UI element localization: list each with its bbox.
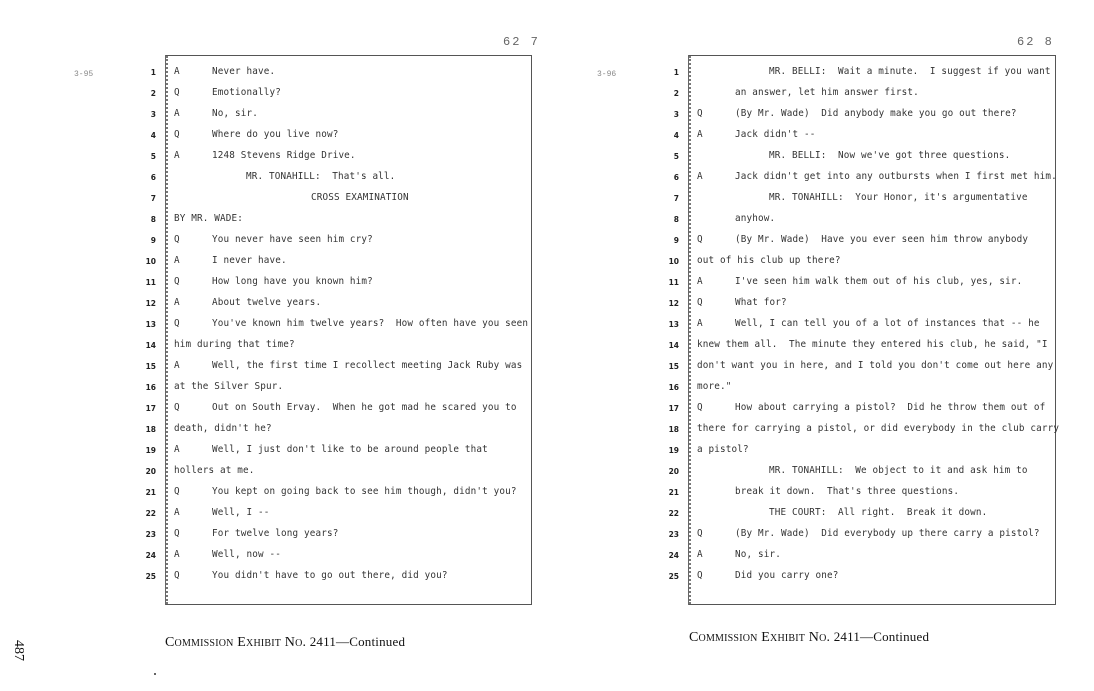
line-number: 25 bbox=[668, 572, 679, 581]
left-transcript-frame bbox=[145, 55, 532, 605]
line-text: THE COURT: All right. Break it down. bbox=[769, 507, 988, 518]
line-number: 23 bbox=[668, 530, 679, 539]
line-number: 13 bbox=[145, 320, 156, 329]
transcript-line bbox=[668, 253, 1055, 274]
line-number: 7 bbox=[150, 194, 156, 203]
speaker-mark: A bbox=[174, 108, 180, 119]
speaker-mark: Q bbox=[174, 486, 180, 497]
line-text: 1248 Stevens Ridge Drive. bbox=[212, 150, 356, 161]
left-side-mark: 3-95 bbox=[74, 70, 94, 79]
transcript-line bbox=[668, 295, 1055, 316]
line-text: Did you carry one? bbox=[735, 570, 839, 581]
left-page-number: 62 7 bbox=[503, 35, 540, 49]
speaker-mark: A bbox=[697, 549, 703, 560]
line-number: 12 bbox=[668, 299, 679, 308]
line-text: MR. BELLI: Now we've got three questions. bbox=[769, 150, 1011, 161]
transcript-line bbox=[668, 337, 1055, 358]
transcript-line bbox=[668, 484, 1055, 505]
left-caption-rest: 2411—Continued bbox=[306, 634, 406, 649]
line-text: Jack didn't get into any outbursts when I first met him. bbox=[735, 171, 1057, 182]
line-text: (By Mr. Wade) Did anybody make you go out there? bbox=[735, 108, 1017, 119]
transcript-line bbox=[145, 463, 531, 484]
transcript-line bbox=[673, 232, 1055, 253]
line-number: 2 bbox=[150, 89, 156, 98]
transcript-line bbox=[673, 148, 1055, 169]
line-number: 1 bbox=[673, 68, 679, 77]
line-text: (By Mr. Wade) Have you ever seen him throw anybody bbox=[735, 234, 1029, 245]
speaker-mark: A bbox=[174, 150, 180, 161]
line-number: 13 bbox=[668, 320, 679, 329]
transcript-line bbox=[145, 442, 531, 463]
transcript-line bbox=[673, 169, 1057, 190]
transcript-line bbox=[145, 337, 531, 358]
transcript-line bbox=[668, 547, 1055, 568]
line-text: How long have you known him? bbox=[212, 276, 373, 287]
speaker-mark: Q bbox=[697, 297, 703, 308]
transcript-line bbox=[145, 358, 531, 379]
line-number: 25 bbox=[145, 572, 156, 581]
line-number: 5 bbox=[150, 152, 156, 161]
line-number: 9 bbox=[150, 236, 156, 245]
line-text: death, didn't he? bbox=[174, 423, 272, 434]
line-number: 17 bbox=[668, 404, 679, 413]
line-text: there for carrying a pistol, or did everybody in the club carry bbox=[697, 423, 1060, 434]
speaker-mark: Q bbox=[174, 570, 180, 581]
transcript-line bbox=[673, 64, 1055, 85]
transcript-line bbox=[668, 379, 1055, 400]
line-text: Well, I can tell you of a lot of instances that -- he bbox=[735, 318, 1040, 329]
line-number: 8 bbox=[673, 215, 679, 224]
line-number: 1 bbox=[150, 68, 156, 77]
transcript-line bbox=[150, 106, 531, 127]
line-number: 20 bbox=[145, 467, 156, 476]
line-text: MR. BELLI: Wait a minute. I suggest if you want bbox=[769, 66, 1051, 77]
speaker-mark: Q bbox=[174, 129, 180, 140]
transcript-line bbox=[145, 379, 531, 400]
line-text: Well, I -- bbox=[212, 507, 270, 518]
right-caption bbox=[689, 629, 929, 646]
line-number: 19 bbox=[145, 446, 156, 455]
line-text: a pistol? bbox=[697, 444, 749, 455]
speaker-mark: Q bbox=[697, 402, 703, 413]
transcript-line bbox=[145, 568, 531, 589]
line-text: You never have seen him cry? bbox=[212, 234, 373, 245]
line-text: For twelve long years? bbox=[212, 528, 339, 539]
line-text: Well, the first time I recollect meeting Jack Ruby was bbox=[212, 360, 523, 371]
transcript-line bbox=[668, 400, 1055, 421]
speaker-mark: Q bbox=[697, 108, 703, 119]
transcript-line bbox=[668, 274, 1055, 295]
transcript-line bbox=[668, 526, 1055, 547]
line-text: You didn't have to go out there, did you? bbox=[212, 570, 448, 581]
transcript-line bbox=[668, 568, 1055, 589]
transcript-line bbox=[668, 358, 1055, 379]
transcript-line bbox=[145, 421, 531, 442]
line-number: 9 bbox=[673, 236, 679, 245]
line-text: more." bbox=[697, 381, 732, 392]
line-number: 20 bbox=[668, 467, 679, 476]
line-number: 12 bbox=[145, 299, 156, 308]
line-number: 23 bbox=[145, 530, 156, 539]
line-number: 6 bbox=[673, 173, 679, 182]
line-number: 22 bbox=[668, 509, 679, 518]
line-text: You've known him twelve years? How often have you seen bbox=[212, 318, 529, 329]
speaker-mark: A bbox=[174, 507, 180, 518]
line-number: 10 bbox=[668, 257, 679, 266]
line-text: What for? bbox=[735, 297, 787, 308]
transcript-line bbox=[150, 148, 531, 169]
line-text: out of his club up there? bbox=[697, 255, 841, 266]
line-text: anyhow. bbox=[735, 213, 776, 224]
line-text: No, sir. bbox=[735, 549, 781, 560]
line-number: 15 bbox=[668, 362, 679, 371]
transcript-line bbox=[673, 127, 1055, 148]
line-text: him during that time? bbox=[174, 339, 295, 350]
transcript-line bbox=[145, 274, 531, 295]
line-text: an answer, let him answer first. bbox=[735, 87, 919, 98]
line-number: 19 bbox=[668, 446, 679, 455]
transcript-line bbox=[668, 505, 1055, 526]
transcript-line bbox=[150, 64, 531, 85]
speaker-mark: A bbox=[697, 129, 703, 140]
transcript-line bbox=[145, 484, 531, 505]
transcript-line bbox=[145, 295, 531, 316]
line-text: Well, I just don't like to be around people that bbox=[212, 444, 488, 455]
speaker-mark: Q bbox=[174, 528, 180, 539]
left-caption bbox=[165, 634, 405, 651]
line-number: 14 bbox=[668, 341, 679, 350]
speaker-mark: Q bbox=[174, 276, 180, 287]
speaker-mark: A bbox=[174, 297, 180, 308]
transcript-line bbox=[145, 400, 531, 421]
speaker-mark: A bbox=[174, 444, 180, 455]
transcript-line bbox=[673, 85, 1055, 106]
line-number: 18 bbox=[668, 425, 679, 434]
line-text: Out on South Ervay. When he got mad he scared you to bbox=[212, 402, 517, 413]
right-caption-rest: 2411—Continued bbox=[830, 629, 930, 644]
speaker-mark: A bbox=[174, 255, 180, 266]
line-number: 3 bbox=[150, 110, 156, 119]
left-caption-main: Commission Exhibit No. bbox=[165, 635, 307, 650]
line-number: 17 bbox=[145, 404, 156, 413]
line-text: don't want you in here, and I told you don't come out here any bbox=[697, 360, 1054, 371]
line-number: 21 bbox=[145, 488, 156, 497]
transcript-line bbox=[673, 211, 1055, 232]
transcript-line bbox=[145, 505, 531, 526]
line-text: MR. TONAHILL: We object to it and ask him to bbox=[769, 465, 1028, 476]
right-transcript-frame bbox=[668, 55, 1060, 605]
transcript-line bbox=[145, 547, 531, 568]
line-text: No, sir. bbox=[212, 108, 258, 119]
speaker-mark: A bbox=[697, 276, 703, 287]
line-number: 4 bbox=[150, 131, 156, 140]
line-text: BY MR. WADE: bbox=[174, 213, 243, 224]
transcript-line bbox=[150, 85, 531, 106]
line-text: I've seen him walk them out of his club, yes, sir. bbox=[735, 276, 1023, 287]
line-number: 14 bbox=[145, 341, 156, 350]
line-text: MR. TONAHILL: That's all. bbox=[246, 171, 396, 182]
line-number: 16 bbox=[145, 383, 156, 392]
line-number: 22 bbox=[145, 509, 156, 518]
line-text: Never have. bbox=[212, 66, 276, 77]
transcript-line bbox=[150, 127, 531, 148]
line-text: Well, now -- bbox=[212, 549, 281, 560]
speaker-mark: Q bbox=[697, 528, 703, 539]
line-text: You kept on going back to see him though, didn't you? bbox=[212, 486, 517, 497]
transcript-line bbox=[150, 169, 531, 190]
transcript-line bbox=[145, 526, 531, 547]
speaker-mark: A bbox=[697, 318, 703, 329]
line-text: break it down. That's three questions. bbox=[735, 486, 960, 497]
transcript-line bbox=[673, 190, 1055, 211]
line-number: 18 bbox=[145, 425, 156, 434]
line-text: I never have. bbox=[212, 255, 287, 266]
transcript-line bbox=[673, 106, 1055, 127]
transcript-line bbox=[668, 442, 1055, 463]
line-text: hollers at me. bbox=[174, 465, 255, 476]
line-number: 6 bbox=[150, 173, 156, 182]
line-number: 15 bbox=[145, 362, 156, 371]
line-text: CROSS EXAMINATION bbox=[311, 192, 409, 203]
speaker-mark: Q bbox=[174, 402, 180, 413]
speaker-mark: Q bbox=[697, 234, 703, 245]
right-page-number: 62 8 bbox=[1017, 35, 1054, 49]
margin-page-number: 487 bbox=[11, 640, 26, 661]
line-number: 16 bbox=[668, 383, 679, 392]
line-number: 11 bbox=[668, 278, 679, 287]
speaker-mark: Q bbox=[174, 234, 180, 245]
line-text: MR. TONAHILL: Your Honor, it's argumentative bbox=[769, 192, 1028, 203]
transcript-line bbox=[145, 253, 531, 274]
speaker-mark: A bbox=[174, 360, 180, 371]
speaker-mark: A bbox=[174, 549, 180, 560]
transcript-line bbox=[150, 211, 531, 232]
line-number: 24 bbox=[145, 551, 156, 560]
speaker-mark: Q bbox=[697, 570, 703, 581]
line-text: at the Silver Spur. bbox=[174, 381, 284, 392]
line-number: 5 bbox=[673, 152, 679, 161]
line-text: About twelve years. bbox=[212, 297, 322, 308]
speaker-mark: Q bbox=[174, 318, 180, 329]
transcript-line bbox=[668, 421, 1060, 442]
speaker-mark: A bbox=[697, 171, 703, 182]
right-caption-main: Commission Exhibit No. bbox=[689, 630, 831, 645]
line-number: 3 bbox=[673, 110, 679, 119]
line-text: Emotionally? bbox=[212, 87, 281, 98]
stray-dot bbox=[154, 673, 156, 675]
transcript-line bbox=[668, 316, 1055, 337]
transcript-line bbox=[150, 190, 531, 211]
line-text: (By Mr. Wade) Did everybody up there carry a pistol? bbox=[735, 528, 1040, 539]
transcript-line bbox=[150, 232, 531, 253]
line-number: 7 bbox=[673, 194, 679, 203]
line-text: knew them all. The minute they entered his club, he said, "I bbox=[697, 339, 1048, 350]
line-number: 2 bbox=[673, 89, 679, 98]
line-text: Where do you live now? bbox=[212, 129, 339, 140]
transcript-line bbox=[145, 316, 531, 337]
right-side-mark: 3-96 bbox=[597, 70, 617, 79]
line-text: Jack didn't -- bbox=[735, 129, 816, 140]
transcript-line bbox=[668, 463, 1055, 484]
line-number: 4 bbox=[673, 131, 679, 140]
line-text: How about carrying a pistol? Did he throw them out of bbox=[735, 402, 1046, 413]
line-number: 10 bbox=[145, 257, 156, 266]
speaker-mark: A bbox=[174, 66, 180, 77]
line-number: 11 bbox=[145, 278, 156, 287]
speaker-mark: Q bbox=[174, 87, 180, 98]
line-number: 8 bbox=[150, 215, 156, 224]
line-number: 21 bbox=[668, 488, 679, 497]
line-number: 24 bbox=[668, 551, 679, 560]
